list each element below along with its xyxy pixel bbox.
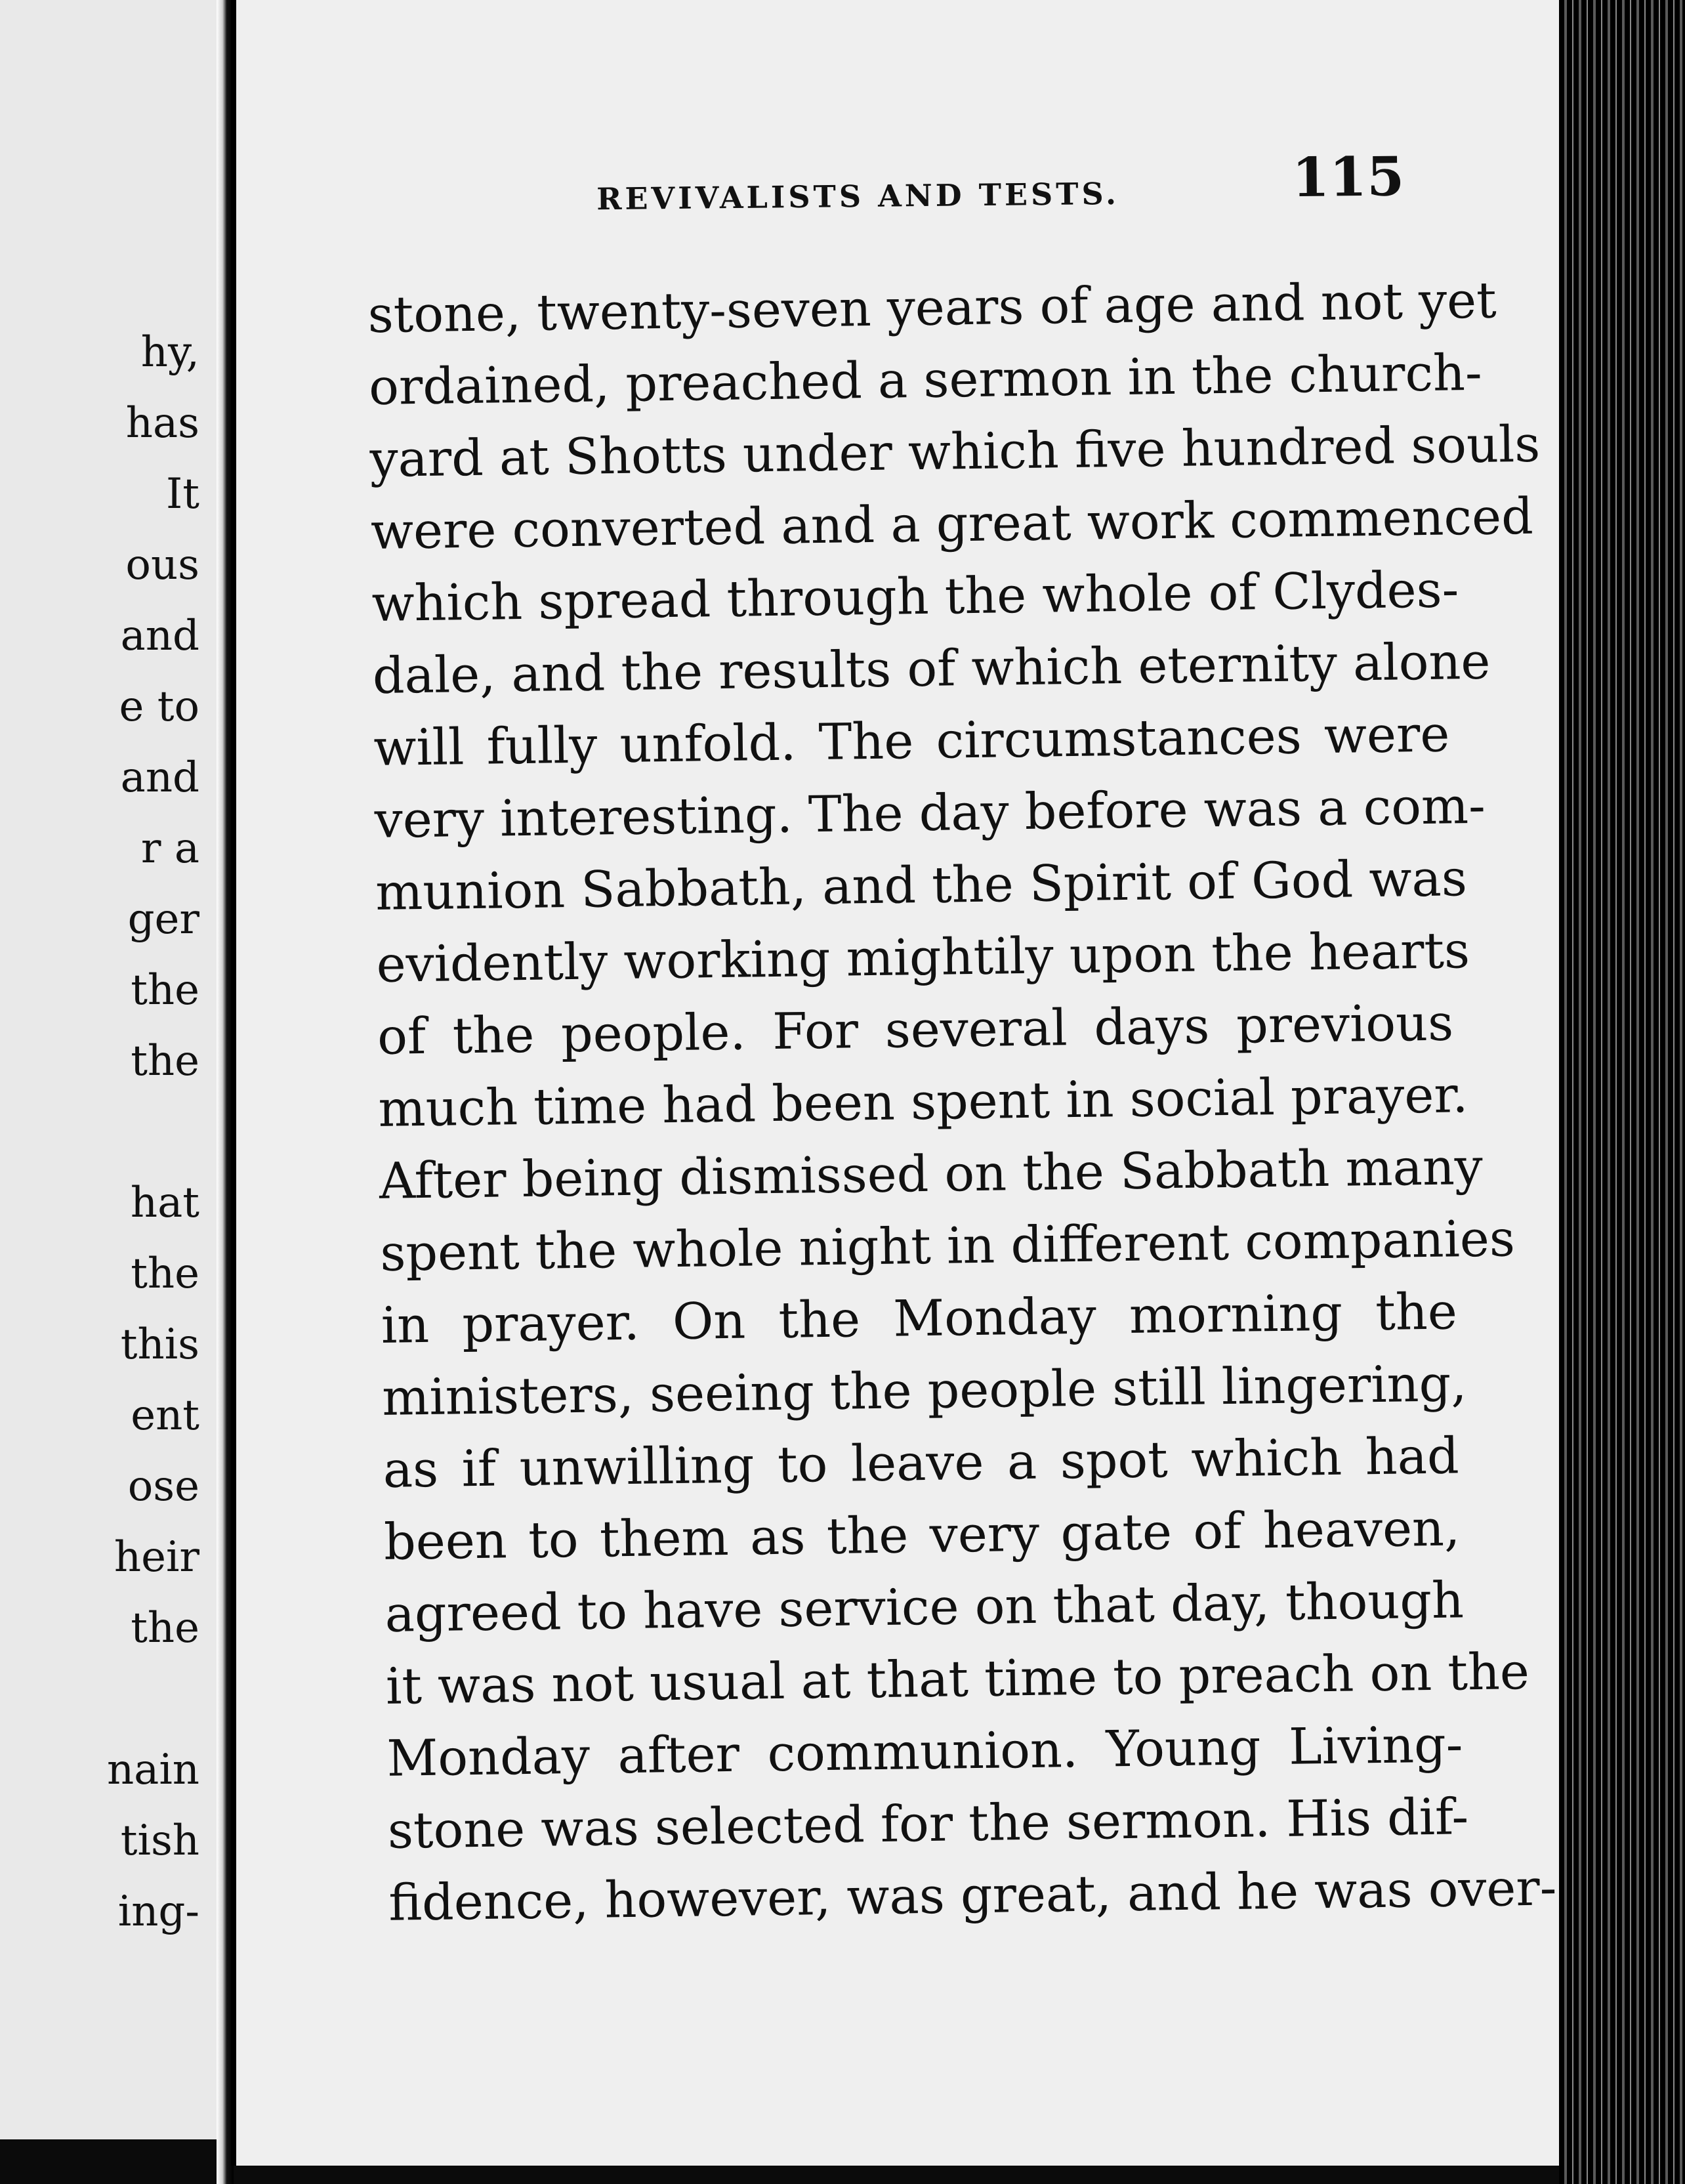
- text-line: After being dismissed on the Sabbath many: [379, 1137, 1484, 1210]
- text-line: fidence, however, was great, and he was over-: [388, 1858, 1557, 1932]
- text-line: yard at Shotts under which five hundred souls: [369, 414, 1541, 488]
- left-line: nain: [106, 1746, 199, 1794]
- text-line: Monday after communion. Young Living-: [386, 1715, 1463, 1788]
- left-line: tish: [120, 1816, 199, 1865]
- text-line: will fully unfold. The circumstances were: [373, 704, 1450, 777]
- page-number: 115: [1291, 145, 1405, 210]
- text-line: very interesting. The day before was a com-: [374, 776, 1486, 849]
- left-line: the: [131, 1604, 199, 1652]
- page-edges: [1559, 0, 1685, 2184]
- text-line: munion Sabbath, and the Spirit of God was: [375, 849, 1468, 921]
- text-line: ordained, preached a sermon in the church-: [368, 343, 1483, 416]
- text-line: evidently working mightily upon the hearts: [376, 921, 1470, 994]
- left-line: ose: [127, 1462, 199, 1511]
- left-line: ent: [131, 1391, 199, 1440]
- text-line: stone, twenty-seven years of age and not yet: [367, 270, 1497, 344]
- left-line: the: [131, 1250, 199, 1298]
- text-line: spent the whole night in different companies: [379, 1209, 1516, 1282]
- left-line: has: [125, 399, 199, 448]
- left-line: and: [120, 753, 199, 802]
- running-head-title: REVIVALISTS AND TESTS.: [596, 175, 1120, 217]
- text-line: ministers, seeing the people still lingering,: [381, 1354, 1467, 1427]
- left-line: r a: [140, 824, 199, 873]
- left-line: the: [131, 1037, 199, 1085]
- text-line: were converted and a great work commenced: [370, 486, 1534, 560]
- left-line: ger: [127, 895, 199, 944]
- left-line: hy,: [140, 328, 199, 377]
- text-line: much time had been spent in social prayer.: [377, 1065, 1468, 1138]
- left-line: ing-: [117, 1887, 199, 1936]
- text-line: of the people. For several days previous: [377, 993, 1454, 1066]
- body-text: [367, 265, 1557, 1939]
- text-line: in prayer. On the Monday morning the: [381, 1282, 1458, 1354]
- previous-page-fragment: [0, 0, 220, 2139]
- text-line: been to them as the very gate of heaven,: [383, 1498, 1461, 1571]
- left-line: the: [131, 966, 199, 1015]
- text-line: as if unwilling to leave a spot which had: [383, 1426, 1460, 1499]
- left-line: heir: [114, 1533, 199, 1582]
- left-line: and: [120, 612, 199, 660]
- left-line: It: [166, 470, 199, 518]
- left-line: ous: [125, 541, 199, 589]
- left-line: hat: [130, 1179, 199, 1227]
- text-line: which spread through the whole of Clydes-: [371, 560, 1459, 633]
- text-line: stone was selected for the sermon. His dif-: [387, 1787, 1469, 1860]
- text-line: agreed to have service on that day, though: [385, 1570, 1465, 1643]
- left-line: this: [120, 1320, 199, 1369]
- text-line: dale, and the results of which eternity alone: [372, 631, 1491, 705]
- left-line: e to: [119, 682, 199, 731]
- text-line: it was not usual at that time to preach on the: [385, 1642, 1530, 1715]
